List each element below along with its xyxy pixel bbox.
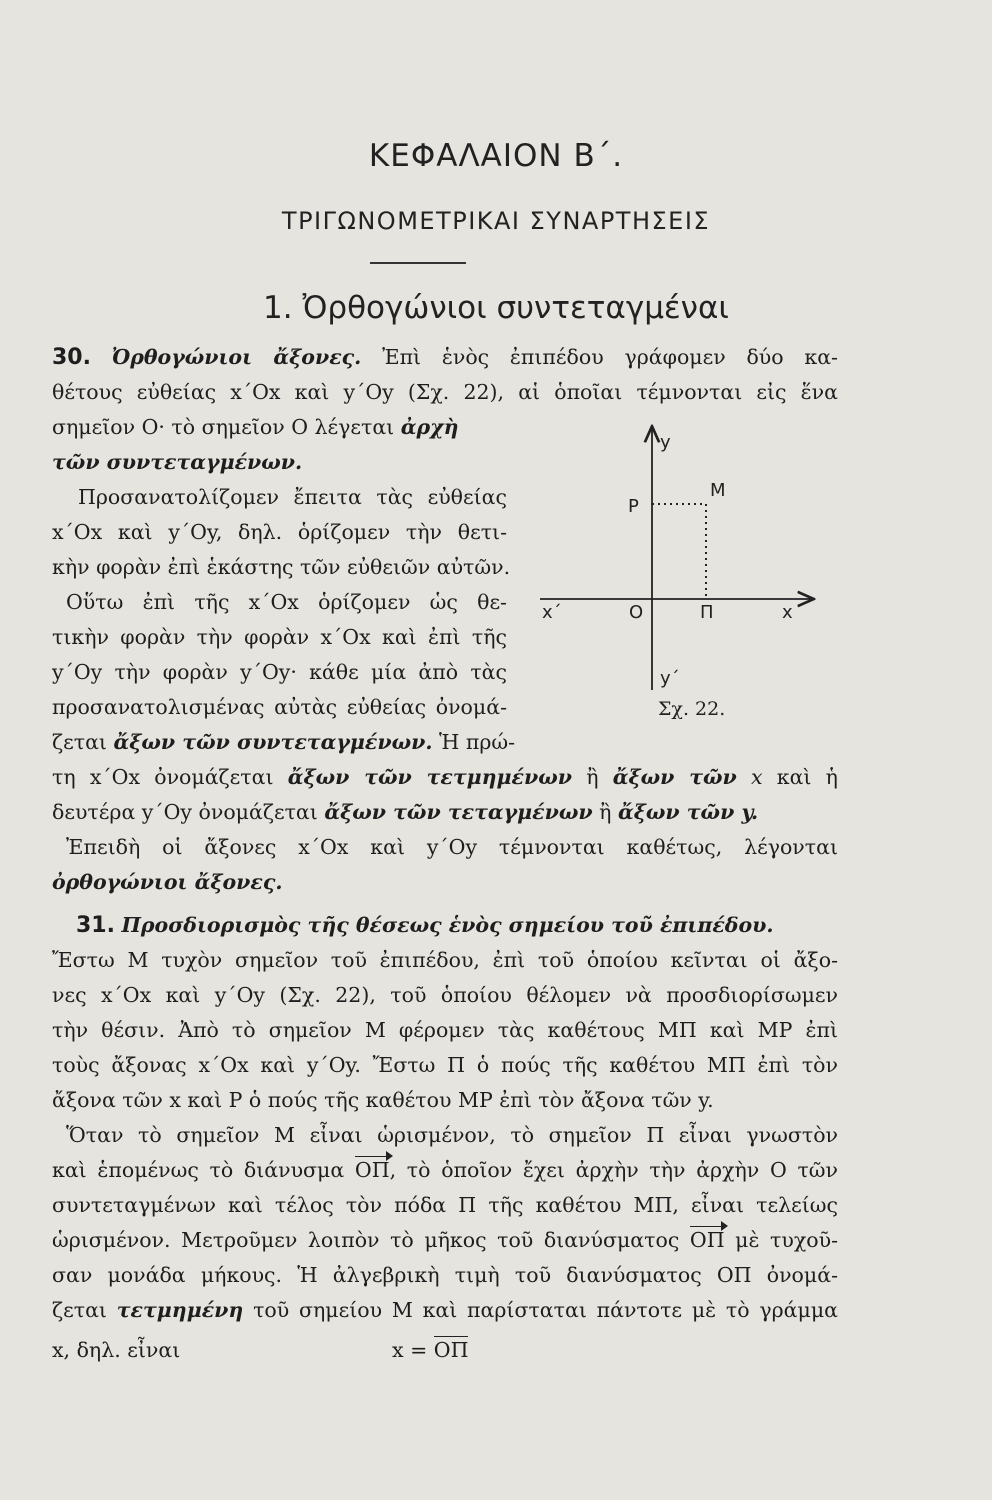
par30-line-6: x΄Ox καὶ y΄Oy, δηλ. ὁρίζομεν τὴν θετι- — [52, 520, 507, 544]
par30-line-15: Ἐπειδὴ οἱ ἄξονες x΄Ox καὶ y΄Oy τέμνονται καθέτως, λέγονται — [66, 835, 838, 859]
chapter-subtitle: ΤΡΙΓΩΝΟΜΕΤΡΙΚΑΙ ΣΥΝΑΡΤΗΣΕΙΣ — [281, 207, 711, 235]
label-o: O — [629, 602, 644, 623]
par30-line-16 — [52, 868, 838, 896]
par30-line-3: σημεῖον O· τὸ σημεῖον O λέγεται ἀρχὴ — [52, 415, 459, 439]
par30-line-8: Οὕτω ἐπὶ τῆς x΄Ox ὁρίζομεν ὡς θε- — [66, 590, 507, 614]
par31-line-10: σαν μονάδα μήκους. Ἡ ἀλγεβρικὴ τιμὴ τοῦ διανύσματος OΠ ὀνομά- — [52, 1263, 838, 1287]
term-coordinate-axis: ἄξων τῶν συντεταγμένων. — [113, 730, 433, 754]
chapter-title: ΚΕΦΑΛΑΙΟΝ Β΄. — [368, 138, 624, 174]
term-ordinate-axis: ἄξων τῶν τεταγμένων — [324, 800, 593, 824]
par31-heading — [76, 911, 862, 940]
par30-line-14: δευτέρα y΄Oy ὀνομάζεται ἄξων τῶν τεταγμένων ἢ ἄξων τῶν y. — [52, 800, 759, 824]
figure-caption: Σχ. 22. — [658, 698, 726, 720]
term-abscissa-axis: ἄξων τῶν τετμημένων — [287, 765, 572, 789]
par30-line-1: 30. Ὀρθογώνιοι ἄξονες. Ἐπὶ ἑνὸς ἐπιπέδου γράφομεν δύο κα- — [52, 345, 838, 370]
label-x-neg: x΄ — [542, 602, 562, 623]
par30-line-13: τη x΄Ox ὀνομάζεται ἄξων τῶν τετμημένων ἢ ἄξων τῶν x καὶ ἡ — [52, 765, 838, 789]
par31-number: 31. — [76, 913, 115, 938]
par31-line-11: ζεται τετμημένη τοῦ σημείου M καὶ παρίσταται πάντοτε μὲ τὸ γράμμα — [52, 1298, 838, 1322]
vector-op-2: OΠ — [689, 1228, 725, 1252]
par31-line-2: νες x΄Ox καὶ y΄Oy (Σχ. 22), τοῦ ὁποίου θέλομεν νὰ προσδιορίσωμεν — [52, 983, 838, 1007]
par30-line-5: Προσανατολίζομεν ἔπειτα τὰς εὐθείας — [78, 485, 507, 509]
par30-title: Ὀρθογώνιοι ἄξονες. — [111, 345, 362, 369]
par31-line-12: x, δηλ. εἶναι — [52, 1338, 181, 1362]
par30-line-2: θέτους εὐθείας x΄Ox καὶ y΄Oy (Σχ. 22), αἱ ὁποῖαι τέμνονται εἰς ἕνα — [52, 380, 838, 404]
section-heading: 1. Ὀρθογώνιοι συντεταγμέναι — [263, 290, 729, 326]
label-y: y — [660, 432, 671, 453]
par31-line-3: τὴν θέσιν. Ἀπὸ τὸ σημεῖον M φέρομεν τὰς καθέτους MΠ καὶ MP ἐπὶ — [52, 1018, 838, 1042]
par30-line-7: κὴν φορὰν ἐπὶ ἑκάστης τῶν εὐθειῶν αὐτῶν. — [52, 555, 511, 579]
label-pi: Π — [700, 602, 714, 623]
vector-op: OΠ — [354, 1158, 390, 1182]
label-x: x — [782, 602, 793, 623]
par30-line-11: προσανατολισμένας αὐτὰς εὐθείας ὀνομά- — [52, 695, 507, 719]
par30-line-12: ζεται ἄξων τῶν συντεταγμένων. Ἡ πρώ- — [52, 730, 516, 754]
par31-line-9: ὡρισμένον. Μετροῦμεν λοιπὸν τὸ μῆκος τοῦ διανύσματος OΠ μὲ τυχοῦ- — [52, 1228, 838, 1252]
term-abscissa: τετμημένη — [116, 1298, 244, 1322]
term-origin: ἀρχὴ — [400, 415, 459, 439]
label-y-neg: y΄ — [660, 668, 680, 689]
term-orthogonal-axes: ὀρθογώνιοι ἄξονες. — [52, 870, 283, 894]
par31-title: Προσδιορισμὸς τῆς θέσεως ἑνὸς σημείου τοῦ ἐπιπέδου. — [121, 913, 774, 937]
label-m: M — [710, 480, 726, 501]
par31-line-5: ἄξονα τῶν x καὶ P ὁ πούς τῆς καθέτου MP ἐπὶ τὸν ἄξονα τῶν y. — [52, 1088, 714, 1112]
par30-line-9: τικὴν φορὰν τὴν φορὰν x΄Ox καὶ ἐπὶ τῆς — [52, 625, 507, 649]
label-p: P — [628, 496, 639, 517]
par30-number: 30. — [52, 345, 91, 370]
par31-line-4: τοὺς ἄξονας x΄Ox καὶ y΄Oy. Ἔστω Π ὁ πούς τῆς καθέτου MΠ ἐπὶ τὸν — [52, 1053, 838, 1077]
segment-op: OΠ — [433, 1338, 469, 1362]
figure-22 — [520, 422, 830, 722]
par30-line-10: y΄Oy τὴν φορὰν y΄Oy· κάθε μία ἀπὸ τὰς — [52, 660, 507, 684]
par31-line-6: Ὅταν τὸ σημεῖον M εἶναι ὡρισμένον, τὸ σημεῖον Π εἶναι γνωστὸν — [66, 1123, 838, 1147]
par31-line-8: συντεταγμένων καὶ τέλος τὸν πόδα Π τῆς καθέτου MΠ, εἶναι τελείως — [52, 1193, 838, 1217]
equation-x: x = OΠ — [392, 1338, 469, 1362]
par31-line-1: Ἔστω M τυχὸν σημεῖον τοῦ ἐπιπέδου, ἐπὶ τοῦ ὁποίου κεῖνται οἱ ἄξο- — [52, 948, 838, 972]
par31-line-7: καὶ ἑπομένως τὸ διάνυσμα OΠ, τὸ ὁποῖον ἔχει ἀρχὴν τὴν ἀρχὴν O τῶν — [52, 1158, 838, 1182]
separator-rule — [370, 262, 466, 264]
term-coordinates: τῶν συντεταγμένων. — [52, 450, 303, 474]
